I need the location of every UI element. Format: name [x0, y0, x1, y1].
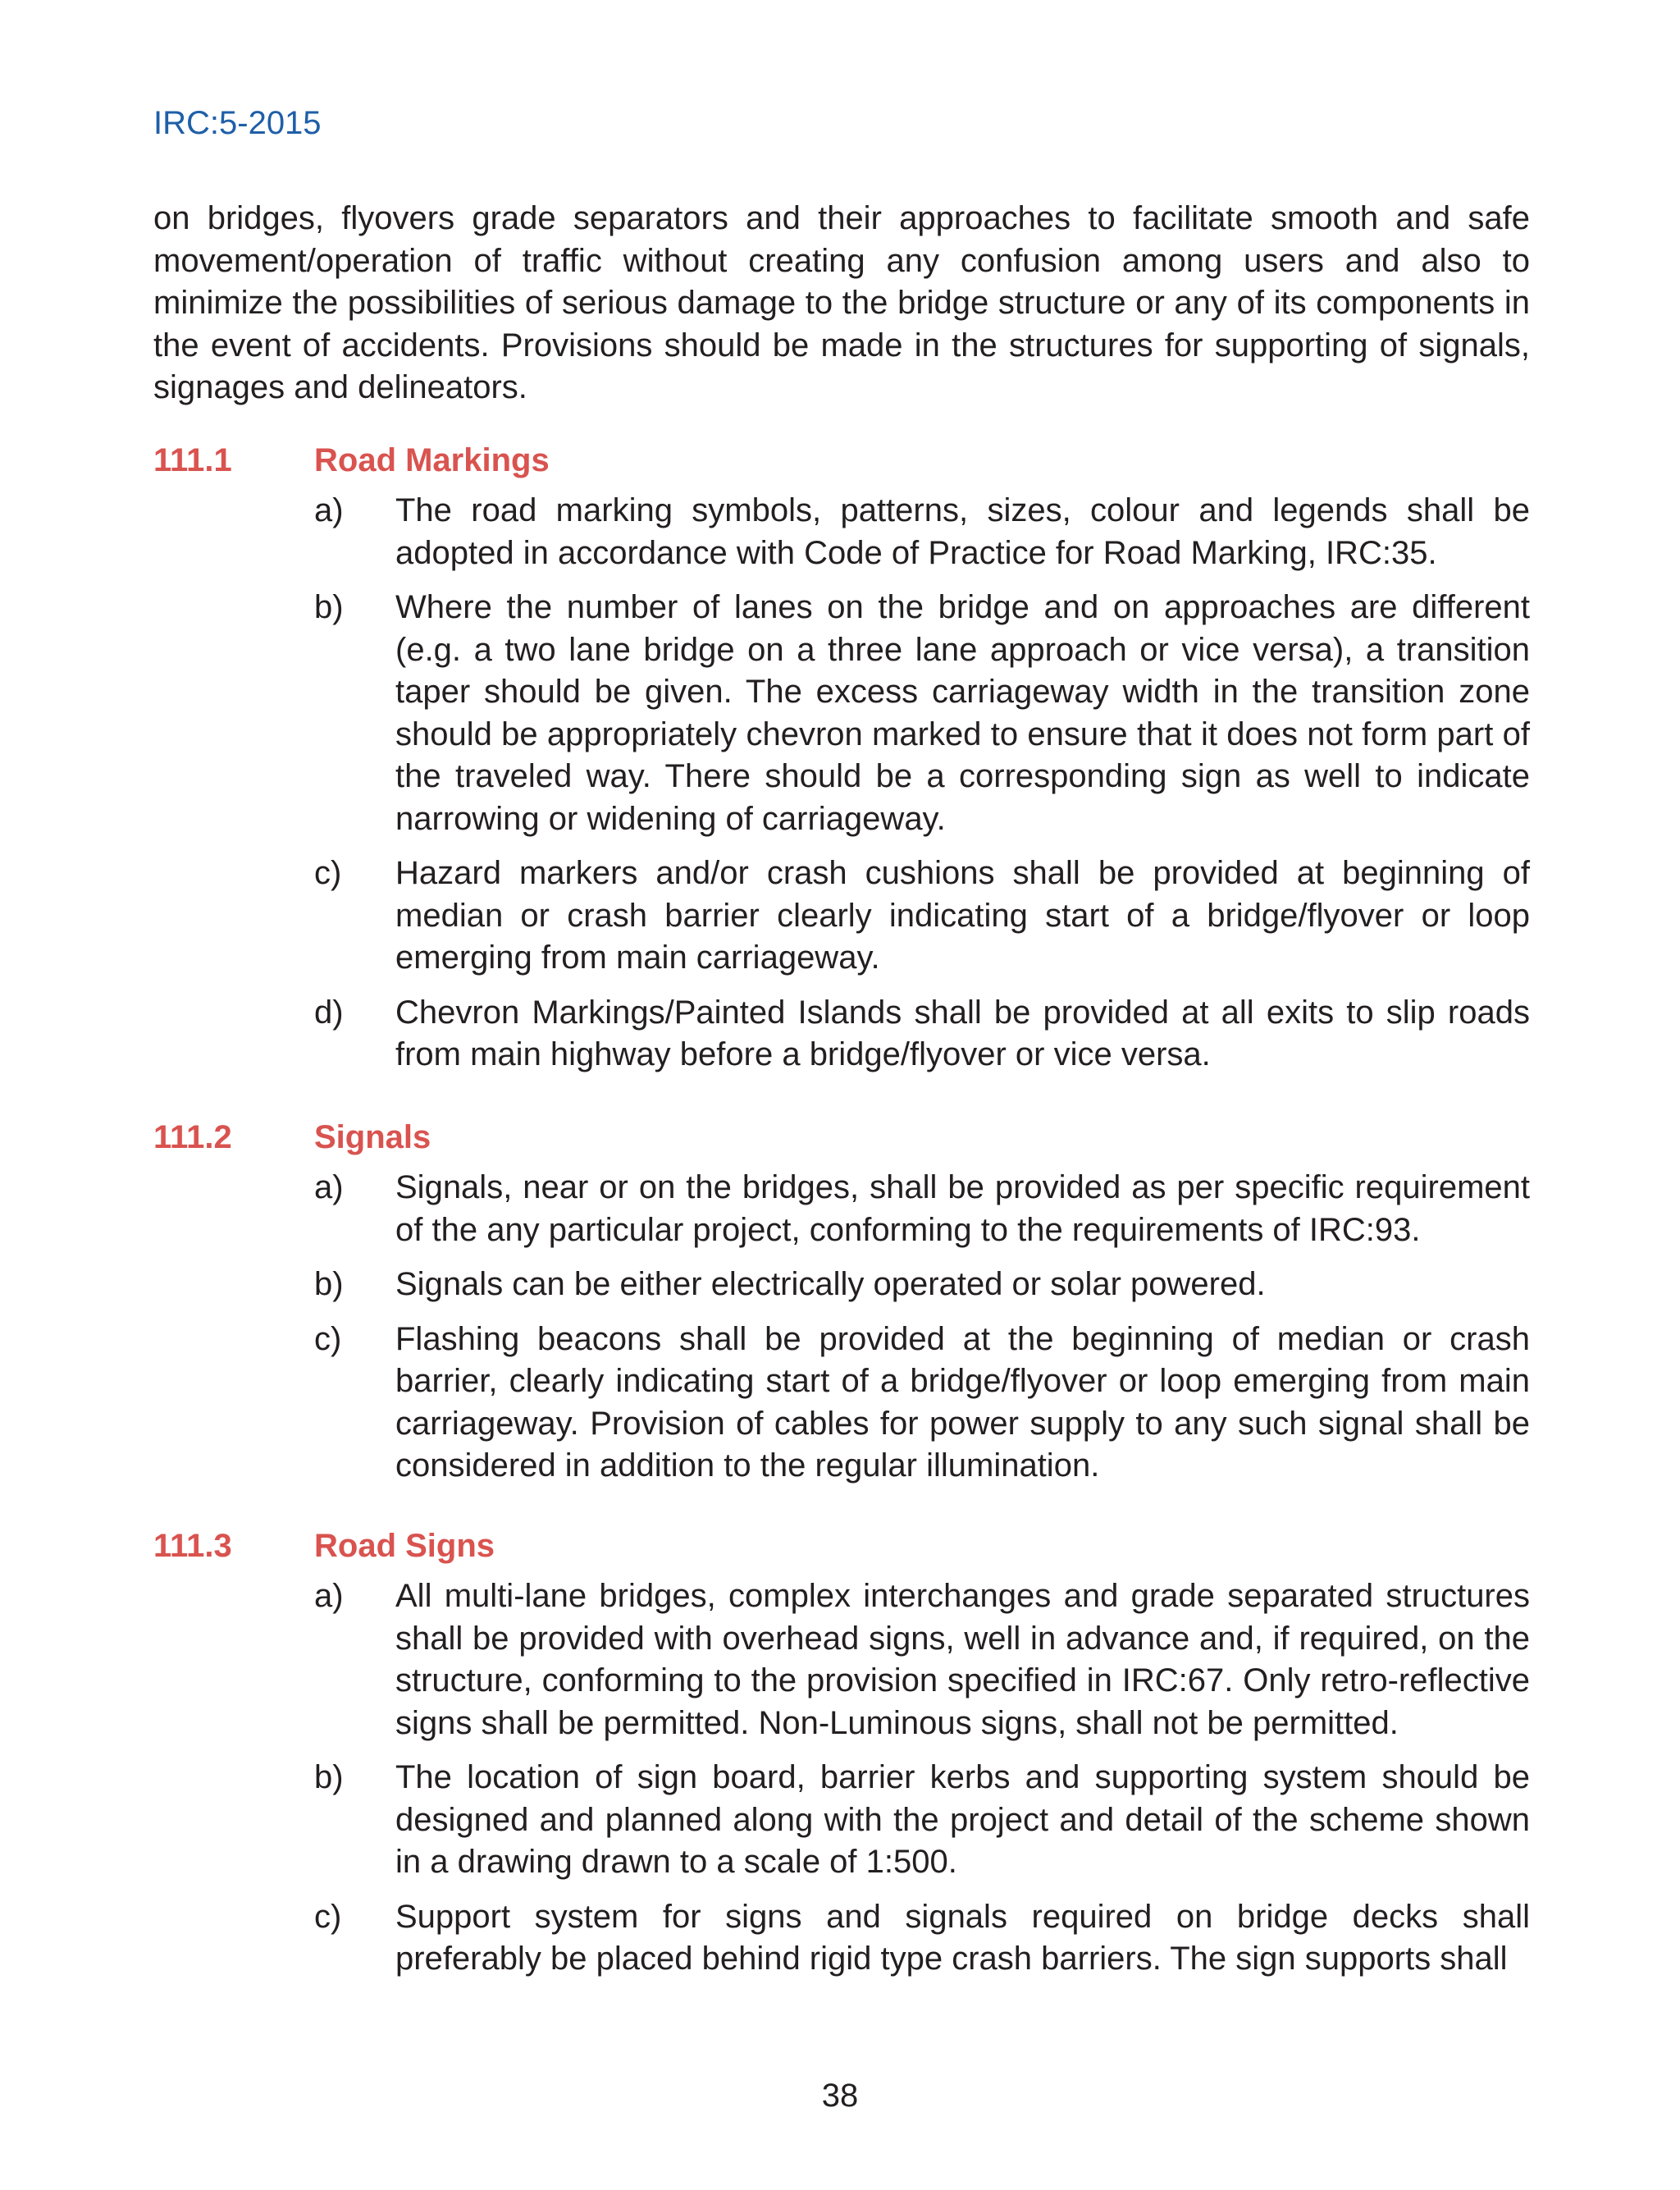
list-item: [153, 587, 1530, 840]
item-text: Where the number of lanes on the bridge and on approaches are different (e.g. a two lane bridge on a three lane approach or vice versa), a transition taper should be given. The excess carriageway width in the transition zone should be appropriately chevron marked to ensure that it does not form part of the traveled way. There should be a corresponding sign as well to indicate narrowing or widening of carriageway.: [395, 589, 1530, 837]
item-letter: a): [314, 492, 344, 528]
section-title: Road Signs: [314, 1528, 495, 1564]
item-letter: c): [314, 1320, 342, 1357]
section-items: [153, 1167, 1530, 1488]
intro-paragraph: on bridges, flyovers grade separators and their approaches to facilitate smooth and safe movement/operation of traffic without creating any confusion among users and also to minimize the possibilities of serious damage to the bridge structure or any of its components in the event of accidents. Provisions should be made in the structures for supporting of signals, signages and delineators.: [153, 200, 1530, 405]
item-letter: a): [314, 1169, 344, 1205]
item-text: Signals can be either electrically operated or solar powered.: [395, 1266, 1266, 1302]
section-heading: [153, 441, 1530, 490]
item-text: Hazard markers and/or crash cushions shall be provided at beginning of median or crash barrier clearly indicating start of a bridge/flyover or loop emerging from main carriageway.: [395, 855, 1530, 976]
item-text: Signals, near or on the bridges, shall be provided as per specific requirement of the any particular project, conforming to the requirements of IRC:93.: [395, 1169, 1530, 1248]
item-text: The road marking symbols, patterns, sizes, colour and legends shall be adopted in accordance with Code of Practice for Road Marking, IRC:35.: [395, 492, 1530, 571]
section-number: 111.1: [153, 442, 232, 478]
section-heading: [153, 1118, 1530, 1167]
section-title: Road Markings: [314, 442, 550, 478]
list-item: [153, 1575, 1530, 1744]
list-item: [153, 1896, 1530, 1981]
item-text: Support system for signs and signals required on bridge decks shall preferably be placed behind rigid type crash barriers. The sign supports shall: [395, 1898, 1530, 1977]
list-item: [153, 992, 1530, 1077]
section-items: [153, 1575, 1530, 1981]
section-items: [153, 490, 1530, 1077]
list-item: [153, 1319, 1530, 1488]
item-letter: a): [314, 1578, 344, 1614]
section-number: 111.3: [153, 1528, 232, 1564]
section-number: 111.2: [153, 1119, 232, 1155]
section-road-signs: [153, 1526, 1530, 1993]
document-code: IRC:5-2015: [153, 105, 322, 141]
item-letter: b): [314, 589, 344, 625]
list-item: [153, 1167, 1530, 1251]
section-signals: [153, 1118, 1530, 1500]
list-item: [153, 490, 1530, 574]
item-text: Chevron Markings/Painted Islands shall be provided at all exits to slip roads from main highway before a bridge/flyover or vice versa.: [395, 994, 1530, 1072]
item-letter: b): [314, 1759, 344, 1795]
section-road-markings: [153, 441, 1530, 1089]
section-title: Signals: [314, 1119, 431, 1155]
page-number: 38: [821, 2078, 859, 2114]
item-text: The location of sign board, barrier kerbs and supporting system should be designed and planned along with the project and detail of the scheme shown in a drawing drawn to a scale of 1:500.: [395, 1759, 1530, 1880]
section-heading: [153, 1526, 1530, 1575]
item-letter: c): [314, 855, 342, 891]
list-item: [153, 1757, 1530, 1884]
item-letter: d): [314, 994, 344, 1031]
item-letter: b): [314, 1266, 344, 1302]
item-letter: c): [314, 1898, 342, 1935]
item-text: Flashing beacons shall be provided at the beginning of median or crash barrier, clearly indicating start of a bridge/flyover or loop emerging from main carriageway. Provision of cables for power supply to any such signal shall be considered in addition to the regular illumination.: [395, 1320, 1530, 1484]
list-item: [153, 853, 1530, 980]
list-item: [153, 1264, 1530, 1306]
item-text: All multi-lane bridges, complex interchanges and grade separated structures shall be provided with overhead signs, well in advance and, if required, on the structure, conforming to the provision specified in IRC:67. Only retro-reflective signs shall be permitted. Non-Luminous signs, shall not be permitted.: [395, 1578, 1530, 1741]
